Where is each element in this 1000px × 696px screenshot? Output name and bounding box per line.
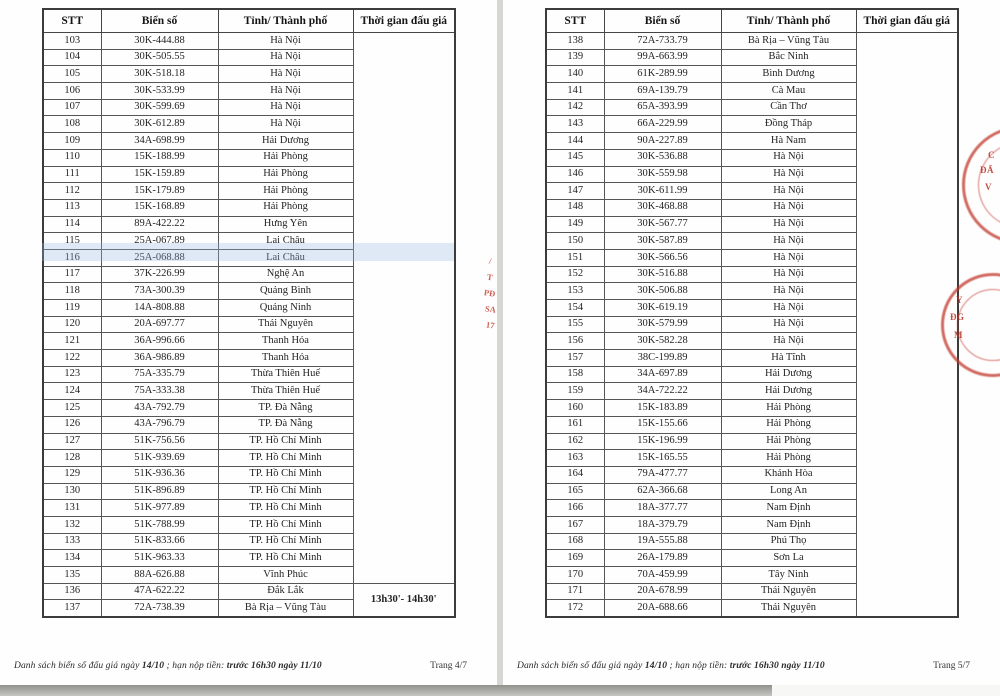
province: Hải Phòng	[721, 400, 856, 417]
row-number: 126	[43, 416, 101, 433]
province: Thừa Thiên Huế	[218, 366, 353, 383]
province: Nghệ An	[218, 266, 353, 283]
province: TP. Đà Nẵng	[218, 416, 353, 433]
province: Hà Nội	[721, 216, 856, 233]
plate-number: 18A-377.77	[604, 500, 721, 517]
row-number: 129	[43, 466, 101, 483]
province: Sơn La	[721, 550, 856, 567]
plate-number: 99A-663.99	[604, 49, 721, 66]
row-number: 111	[43, 166, 101, 183]
row-number: 116	[43, 249, 101, 266]
footer-deadline: trước 16h30 ngày 11/10	[226, 661, 322, 671]
row-number: 106	[43, 83, 101, 100]
province: Hải Phòng	[218, 149, 353, 166]
plate-number: 51K-896.89	[101, 483, 218, 500]
plate-number: 75A-335.79	[101, 366, 218, 383]
row-number: 157	[546, 350, 604, 367]
row-number: 123	[43, 366, 101, 383]
row-number: 166	[546, 500, 604, 517]
plate-number: 30K-516.88	[604, 266, 721, 283]
row-number: 114	[43, 216, 101, 233]
province: Thừa Thiên Huế	[218, 383, 353, 400]
row-number: 135	[43, 567, 101, 584]
row-number: 167	[546, 516, 604, 533]
row-number: 121	[43, 333, 101, 350]
plate-number: 37K-226.99	[101, 266, 218, 283]
plate-number: 30K-619.19	[604, 300, 721, 317]
auction-time-cell: 13h30'- 14h30'	[353, 583, 455, 617]
plate-number: 51K-788.99	[101, 516, 218, 533]
row-number: 103	[43, 33, 101, 50]
province: Hà Nội	[721, 316, 856, 333]
plate-number: 51K-833.66	[101, 533, 218, 550]
stamp-fragment-glyph: PĐ	[483, 287, 497, 299]
column-header-1: Biển số	[604, 9, 721, 33]
row-number: 125	[43, 400, 101, 417]
row-number: 133	[43, 533, 101, 550]
scan-edge-shadow	[0, 685, 772, 696]
row-number: 105	[43, 66, 101, 83]
plate-number: 38C-199.89	[604, 350, 721, 367]
plate-number: 20A-697.77	[101, 316, 218, 333]
column-header-3: Thời gian đấu giá	[856, 9, 958, 33]
page-number: Trang 4/7	[430, 661, 467, 671]
plate-number: 30K-444.88	[101, 33, 218, 50]
province: TP. Hồ Chí Minh	[218, 483, 353, 500]
page-footer	[14, 661, 467, 671]
row-number: 127	[43, 433, 101, 450]
row-number: 156	[546, 333, 604, 350]
footer-text: ; hạn nộp tiền:	[667, 661, 730, 671]
row-number: 162	[546, 433, 604, 450]
plate-number: 15K-159.89	[101, 166, 218, 183]
plate-number: 36A-996.66	[101, 333, 218, 350]
row-number: 115	[43, 233, 101, 250]
plate-number: 66A-229.99	[604, 116, 721, 133]
plate-number: 20A-688.66	[604, 600, 721, 617]
table-row	[43, 33, 455, 50]
plate-number: 15K-196.99	[604, 433, 721, 450]
province: Thanh Hóa	[218, 350, 353, 367]
row-number: 168	[546, 533, 604, 550]
plate-number: 15K-165.55	[604, 450, 721, 467]
province: Vĩnh Phúc	[218, 567, 353, 584]
column-header-1: Biển số	[101, 9, 218, 33]
footer-note	[14, 661, 322, 671]
plate-number: 25A-068.88	[101, 249, 218, 266]
auction-time-cell	[353, 33, 455, 584]
plate-number: 34A-697.89	[604, 366, 721, 383]
plate-number: 18A-379.79	[604, 516, 721, 533]
row-number: 142	[546, 99, 604, 116]
province: Cần Thơ	[721, 99, 856, 116]
province: Hải Phòng	[218, 199, 353, 216]
plate-number: 30K-518.18	[101, 66, 218, 83]
province: Hà Nội	[721, 283, 856, 300]
column-header-2: Tỉnh/ Thành phố	[218, 9, 353, 33]
province: TP. Hồ Chí Minh	[218, 433, 353, 450]
row-number: 171	[546, 583, 604, 600]
column-header-0: STT	[43, 9, 101, 33]
plate-number: 47A-622.22	[101, 583, 218, 600]
seal-letter: Y	[956, 295, 963, 305]
row-number: 151	[546, 249, 604, 266]
plate-number: 51K-963.33	[101, 550, 218, 567]
plate-number: 15K-183.89	[604, 400, 721, 417]
province: Hải Phòng	[218, 183, 353, 200]
row-number: 147	[546, 183, 604, 200]
province: TP. Hồ Chí Minh	[218, 450, 353, 467]
row-number: 165	[546, 483, 604, 500]
row-number: 154	[546, 300, 604, 317]
table-row	[43, 583, 455, 600]
row-number: 152	[546, 266, 604, 283]
plate-number: 15K-188.99	[101, 149, 218, 166]
province: Bắc Ninh	[721, 49, 856, 66]
plate-number: 51K-977.89	[101, 500, 218, 517]
footer-text: Danh sách biển số đấu giá ngày	[517, 661, 645, 671]
plate-number: 79A-477.77	[604, 466, 721, 483]
province: Bà Rịa – Vũng Tàu	[218, 600, 353, 617]
row-number: 161	[546, 416, 604, 433]
province: Hà Nội	[218, 66, 353, 83]
province: Hải Dương	[721, 383, 856, 400]
seal-letter: ĐẤ	[980, 165, 994, 175]
province: Hà Nam	[721, 133, 856, 150]
province: Hà Tĩnh	[721, 350, 856, 367]
stamp-fragment-glyph: /	[488, 255, 492, 267]
province: Hà Nội	[721, 333, 856, 350]
row-number: 143	[546, 116, 604, 133]
plate-number: 30K-536.88	[604, 149, 721, 166]
row-number: 155	[546, 316, 604, 333]
column-header-3: Thời gian đấu giá	[353, 9, 455, 33]
province: Long An	[721, 483, 856, 500]
plate-number: 30K-468.88	[604, 199, 721, 216]
plate-number: 43A-796.79	[101, 416, 218, 433]
province: Hà Nội	[218, 33, 353, 50]
province: Quảng Bình	[218, 283, 353, 300]
row-number: 169	[546, 550, 604, 567]
province: Hà Nội	[721, 233, 856, 250]
license-plate-table-page-5	[545, 8, 959, 618]
row-number: 153	[546, 283, 604, 300]
province: Đồng Tháp	[721, 116, 856, 133]
plate-number: 30K-559.98	[604, 166, 721, 183]
stamp-fragment-glyph: SA	[483, 303, 497, 315]
plate-number: 69A-139.79	[604, 83, 721, 100]
plate-number: 90A-227.89	[604, 133, 721, 150]
row-number: 139	[546, 49, 604, 66]
province: Hà Nội	[218, 83, 353, 100]
row-number: 122	[43, 350, 101, 367]
province: Hà Nội	[721, 199, 856, 216]
row-number: 141	[546, 83, 604, 100]
province: Lai Châu	[218, 249, 353, 266]
row-number: 172	[546, 600, 604, 617]
province: Hải Phòng	[721, 450, 856, 467]
province: TP. Hồ Chí Minh	[218, 550, 353, 567]
plate-number: 15K-168.89	[101, 199, 218, 216]
province: Nam Định	[721, 500, 856, 517]
column-header-0: STT	[546, 9, 604, 33]
footer-auction-date: 14/10	[141, 661, 165, 671]
row-number: 150	[546, 233, 604, 250]
row-number: 149	[546, 216, 604, 233]
row-number: 144	[546, 133, 604, 150]
province: Bà Rịa – Vũng Tàu	[721, 33, 856, 50]
page-number: Trang 5/7	[933, 661, 970, 671]
province: Cà Mau	[721, 83, 856, 100]
row-number: 159	[546, 383, 604, 400]
row-number: 109	[43, 133, 101, 150]
page-footer	[517, 661, 970, 671]
plate-number: 30K-582.28	[604, 333, 721, 350]
footer-text: Danh sách biển số đấu giá ngày	[14, 661, 142, 671]
footer-text: ; hạn nộp tiền:	[164, 661, 227, 671]
row-number: 118	[43, 283, 101, 300]
province: Thanh Hóa	[218, 333, 353, 350]
province: Hà Nội	[721, 166, 856, 183]
plate-number: 73A-300.39	[101, 283, 218, 300]
row-number: 145	[546, 149, 604, 166]
red-stamp-fragment-icon	[480, 256, 500, 330]
stamp-fragment-glyph: 17	[485, 319, 495, 331]
row-number: 124	[43, 383, 101, 400]
plate-number: 72A-738.39	[101, 600, 218, 617]
province: Hà Nội	[721, 300, 856, 317]
plate-number: 30K-611.99	[604, 183, 721, 200]
plate-number: 51K-936.36	[101, 466, 218, 483]
row-number: 131	[43, 500, 101, 517]
row-number: 107	[43, 99, 101, 116]
plate-number: 89A-422.22	[101, 216, 218, 233]
plate-number: 30K-567.77	[604, 216, 721, 233]
province: TP. Đà Nẵng	[218, 400, 353, 417]
plate-number: 30K-579.99	[604, 316, 721, 333]
province: TP. Hồ Chí Minh	[218, 466, 353, 483]
row-number: 130	[43, 483, 101, 500]
plate-number: 26A-179.89	[604, 550, 721, 567]
plate-number: 72A-733.79	[604, 33, 721, 50]
province: TP. Hồ Chí Minh	[218, 516, 353, 533]
row-number: 163	[546, 450, 604, 467]
province: Thái Nguyên	[721, 600, 856, 617]
province: Hải Dương	[218, 133, 353, 150]
row-number: 148	[546, 199, 604, 216]
plate-number: 19A-555.88	[604, 533, 721, 550]
row-number: 136	[43, 583, 101, 600]
province: Khánh Hòa	[721, 466, 856, 483]
plate-number: 20A-678.99	[604, 583, 721, 600]
row-number: 119	[43, 300, 101, 317]
document-page-4	[0, 0, 497, 685]
plate-number: 30K-506.88	[604, 283, 721, 300]
province: Hải Dương	[721, 366, 856, 383]
province: Hải Phòng	[721, 416, 856, 433]
province: Hà Nội	[218, 116, 353, 133]
plate-number: 14A-808.88	[101, 300, 218, 317]
province: Hà Nội	[218, 49, 353, 66]
row-number: 113	[43, 199, 101, 216]
row-number: 164	[546, 466, 604, 483]
row-number: 112	[43, 183, 101, 200]
row-number: 146	[546, 166, 604, 183]
plate-number: 34A-722.22	[604, 383, 721, 400]
province: Hải Phòng	[721, 433, 856, 450]
province: Hưng Yên	[218, 216, 353, 233]
table-header-row	[43, 9, 455, 33]
row-number: 137	[43, 600, 101, 617]
plate-number: 25A-067.89	[101, 233, 218, 250]
row-number: 128	[43, 450, 101, 467]
seal-letter: V	[985, 182, 992, 192]
province: Hà Nội	[721, 266, 856, 283]
table-row	[546, 33, 958, 50]
row-number: 110	[43, 149, 101, 166]
row-number: 108	[43, 116, 101, 133]
province: TP. Hồ Chí Minh	[218, 500, 353, 517]
plate-number: 30K-587.89	[604, 233, 721, 250]
province: Nam Định	[721, 516, 856, 533]
row-number: 120	[43, 316, 101, 333]
plate-number: 30K-599.69	[101, 99, 218, 116]
row-number: 170	[546, 567, 604, 584]
row-number: 134	[43, 550, 101, 567]
province: Hà Nội	[721, 249, 856, 266]
plate-number: 62A-366.68	[604, 483, 721, 500]
plate-number: 15K-155.66	[604, 416, 721, 433]
plate-number: 43A-792.79	[101, 400, 218, 417]
plate-number: 30K-505.55	[101, 49, 218, 66]
seal-letter: M	[954, 330, 963, 340]
province: Thái Nguyên	[721, 583, 856, 600]
column-header-2: Tỉnh/ Thành phố	[721, 9, 856, 33]
table-header-row	[546, 9, 958, 33]
province: Hà Nội	[218, 99, 353, 116]
plate-number: 61K-289.99	[604, 66, 721, 83]
footer-deadline: trước 16h30 ngày 11/10	[729, 661, 825, 671]
row-number: 117	[43, 266, 101, 283]
province: Hà Nội	[721, 149, 856, 166]
seal-letter: ĐG	[950, 312, 965, 322]
province: Đắk Lắk	[218, 583, 353, 600]
license-plate-table-page-4	[42, 8, 456, 618]
plate-number: 36A-986.89	[101, 350, 218, 367]
province: Lai Châu	[218, 233, 353, 250]
plate-number: 30K-533.99	[101, 83, 218, 100]
row-number: 140	[546, 66, 604, 83]
row-number: 158	[546, 366, 604, 383]
plate-number: 70A-459.99	[604, 567, 721, 584]
province: Hà Nội	[721, 183, 856, 200]
province: TP. Hồ Chí Minh	[218, 533, 353, 550]
footer-note	[517, 661, 825, 671]
plate-number: 15K-179.89	[101, 183, 218, 200]
plate-number: 30K-612.89	[101, 116, 218, 133]
province: Hải Phòng	[218, 166, 353, 183]
plate-number: 75A-333.38	[101, 383, 218, 400]
stamp-fragment-glyph: T	[486, 271, 494, 283]
province: Thái Nguyên	[218, 316, 353, 333]
row-number: 160	[546, 400, 604, 417]
province: Phú Thọ	[721, 533, 856, 550]
plate-number: 34A-698.99	[101, 133, 218, 150]
plate-number: 51K-756.56	[101, 433, 218, 450]
province: Quảng Ninh	[218, 300, 353, 317]
document-page-5	[503, 0, 1000, 685]
province: Tây Ninh	[721, 567, 856, 584]
footer-auction-date: 14/10	[644, 661, 668, 671]
row-number: 138	[546, 33, 604, 50]
province: Bình Dương	[721, 66, 856, 83]
row-number: 104	[43, 49, 101, 66]
row-number: 132	[43, 516, 101, 533]
plate-number: 30K-566.56	[604, 249, 721, 266]
plate-number: 51K-939.69	[101, 450, 218, 467]
plate-number: 65A-393.99	[604, 99, 721, 116]
plate-number: 88A-626.88	[101, 567, 218, 584]
seal-letter: C	[988, 150, 995, 160]
